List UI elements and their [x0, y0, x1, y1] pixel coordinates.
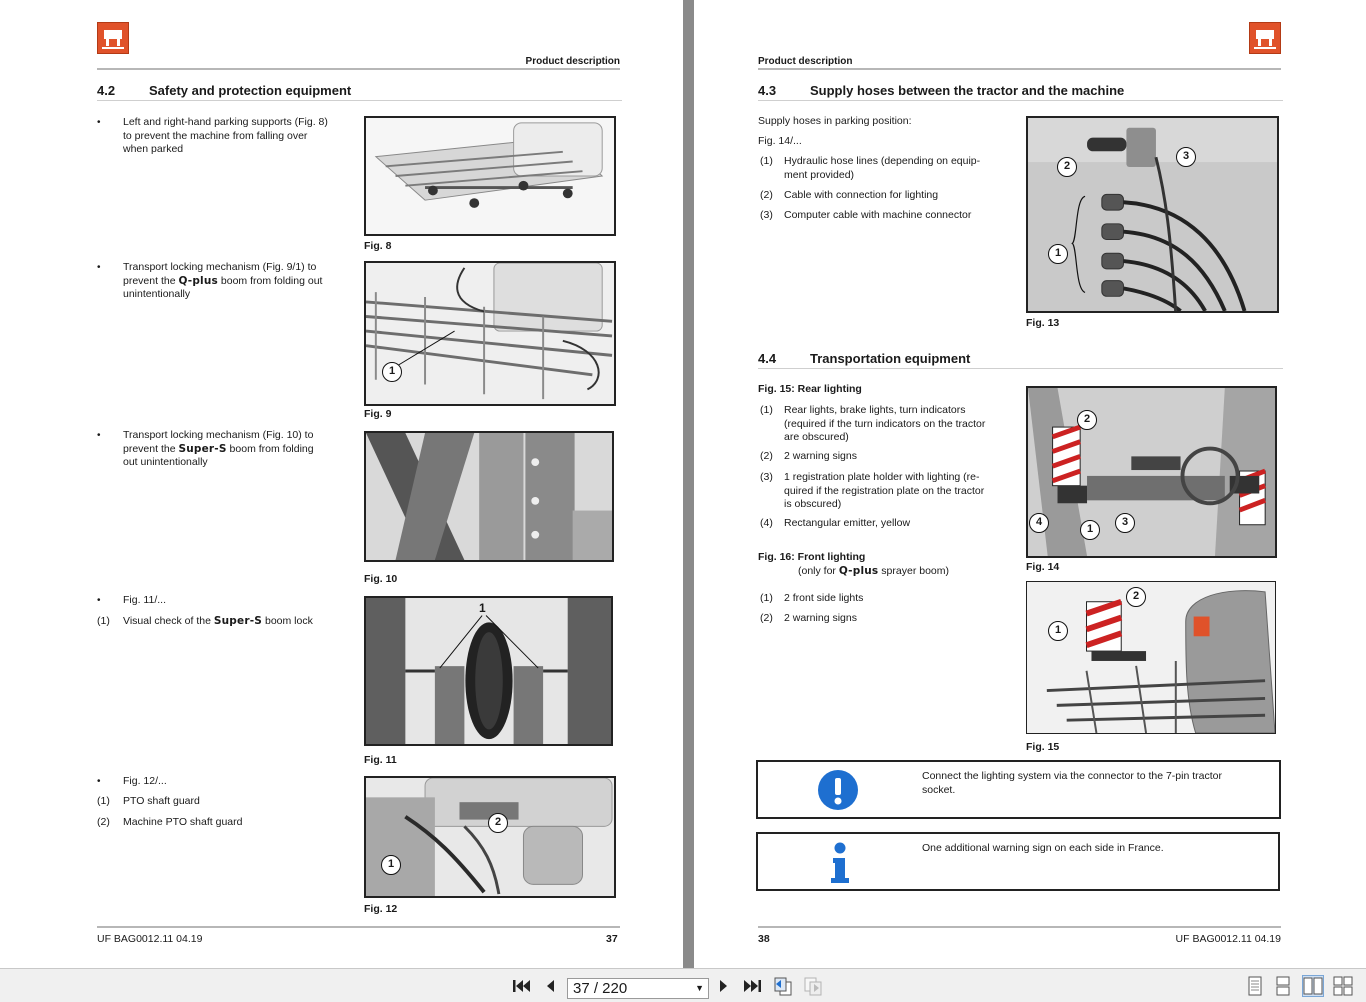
- footer-doc-id: UF BAG0012.11 04.19: [97, 933, 203, 945]
- item-text: [123, 615, 313, 629]
- callout-2: 2: [488, 813, 508, 833]
- text-line: is obscured): [784, 498, 842, 510]
- exclamation-icon: [818, 770, 858, 810]
- figure-15-image: [1026, 581, 1276, 734]
- chevron-down-icon[interactable]: ▼: [695, 983, 704, 993]
- text-line: are obscured): [784, 431, 849, 443]
- page-number: 37: [606, 933, 618, 945]
- bullet: •: [97, 117, 101, 128]
- item-text: [123, 116, 358, 157]
- item-text: [123, 429, 358, 470]
- callout-1-label: 1: [479, 601, 486, 615]
- supply-fig-ref: Fig. 14/...: [758, 135, 802, 147]
- list-text: 2 warning signs: [784, 612, 857, 624]
- header-rule: [758, 68, 1281, 70]
- amazone-logo: [1249, 22, 1281, 54]
- text-line: [123, 275, 358, 289]
- next-page-button[interactable]: [713, 975, 735, 997]
- section-rule: [758, 100, 1283, 101]
- text-span: prevent the: [123, 442, 179, 455]
- figure-caption: Fig. 12: [364, 903, 398, 915]
- supply-intro: Supply hoses in parking position:: [758, 115, 912, 127]
- brand-qplus: Q-plus: [838, 565, 879, 577]
- section-title: Transportation equipment: [810, 351, 971, 366]
- figure-10-image: [364, 431, 614, 562]
- figure-14-image: [1026, 386, 1277, 558]
- callout-3: 3: [1176, 147, 1196, 167]
- page-number-input[interactable]: [567, 978, 709, 999]
- list-number: (3): [760, 209, 773, 221]
- running-header: Product description: [758, 56, 853, 67]
- text-span: (only for: [798, 565, 839, 577]
- text-span: sprayer boom): [878, 565, 949, 577]
- text-line: (required if the turn indicators on the tractor: [784, 417, 986, 430]
- callout-2: 2: [1057, 157, 1077, 177]
- figure-11-image: [364, 596, 613, 746]
- amazone-logo: [97, 22, 129, 54]
- running-header: Product description: [525, 56, 620, 67]
- important-note-box: [756, 760, 1281, 819]
- figure-caption: Fig. 11: [364, 754, 397, 766]
- section-title: Safety and protection equipment: [149, 83, 352, 98]
- list-text: [784, 471, 1024, 512]
- figure-13-image: [1026, 116, 1279, 313]
- bullet: •: [97, 430, 101, 441]
- list-number: (1): [97, 795, 110, 807]
- callout-2: 2: [1126, 587, 1146, 607]
- item-text: Machine PTO shaft guard: [123, 816, 243, 828]
- text-line: Hydraulic hose lines (depending on equip-: [784, 155, 981, 167]
- item-text: [123, 261, 358, 302]
- text-line: when parked: [123, 143, 184, 155]
- list-number: (2): [760, 612, 773, 624]
- figure-caption: Fig. 8: [364, 240, 392, 252]
- text-line: ment provided): [784, 168, 855, 181]
- text-line: Left and right-hand parking supports (Fig. 8): [123, 116, 328, 128]
- text-line: socket.: [922, 783, 956, 796]
- document-page-right: [694, 0, 1366, 968]
- note-text: One additional warning sign on each side in France.: [922, 842, 1164, 854]
- info-note-box: [756, 832, 1280, 891]
- item-text: Fig. 12/...: [123, 775, 167, 787]
- list-number: (1): [760, 404, 773, 416]
- callout-2: 2: [1077, 410, 1097, 430]
- list-number: (1): [760, 155, 773, 167]
- text-line: [123, 443, 358, 457]
- callout-3: 3: [1115, 513, 1135, 533]
- facing-view-icon[interactable]: [1302, 975, 1324, 997]
- next-view-icon[interactable]: [802, 975, 824, 997]
- callout-1: 1: [1048, 244, 1068, 264]
- figure-9-image: [364, 261, 616, 406]
- list-number: (2): [97, 816, 110, 828]
- section-rule: [97, 100, 622, 101]
- list-text: Cable with connection for lighting: [784, 189, 939, 201]
- text-line: Transport locking mechanism (Fig. 10) to: [123, 429, 314, 441]
- callout-1: 1: [1048, 621, 1068, 641]
- list-number: (1): [760, 592, 773, 604]
- text-line: Connect the lighting system via the connector to the 7-pin tractor: [922, 770, 1222, 782]
- text-line: quired if the registration plate on the tractor: [784, 484, 985, 497]
- footer-rule: [758, 926, 1281, 928]
- list-text: [784, 155, 1014, 182]
- figure-caption: Fig. 13: [1026, 317, 1060, 329]
- info-icon: [826, 842, 854, 884]
- page-number: 38: [758, 933, 770, 945]
- previous-page-button[interactable]: [539, 975, 561, 997]
- text-line: unintentionally: [123, 288, 191, 300]
- text-line: out unintentionally: [123, 456, 208, 468]
- continuous-view-icon[interactable]: [1272, 975, 1294, 997]
- callout-1: 1: [382, 362, 402, 382]
- figure-12-image: [364, 776, 616, 898]
- front-lighting-subtitle: [798, 565, 949, 579]
- callout-1: 1: [381, 855, 401, 875]
- previous-view-icon[interactable]: [772, 975, 794, 997]
- section-rule: [758, 368, 1283, 369]
- continuous-facing-view-icon[interactable]: [1332, 975, 1354, 997]
- bullet: •: [97, 262, 101, 273]
- figure-caption: Fig. 9: [364, 408, 392, 420]
- section-number: 4.3: [758, 83, 777, 98]
- list-number: (3): [760, 471, 773, 483]
- text-span: Visual check of the: [123, 615, 214, 627]
- page-number-value: 37 / 220: [573, 980, 628, 997]
- single-page-view-icon[interactable]: [1244, 975, 1266, 997]
- brand-supers: Super-S: [178, 442, 227, 455]
- bullet: •: [97, 776, 101, 787]
- last-page-button[interactable]: [742, 975, 764, 997]
- text-span: boom from folding: [226, 442, 314, 455]
- list-number: (2): [760, 450, 773, 462]
- list-number: (4): [760, 517, 773, 529]
- brand-qplus: Q-plus: [178, 274, 218, 287]
- figure-8-image: [364, 116, 616, 236]
- section-number: 4.4: [758, 351, 777, 366]
- section-number: 4.2: [97, 83, 116, 98]
- list-text: Rectangular emitter, yellow: [784, 517, 911, 529]
- list-text: 2 front side lights: [784, 592, 864, 604]
- first-page-button[interactable]: [510, 975, 532, 997]
- list-text: 2 warning signs: [784, 450, 857, 462]
- item-text: PTO shaft guard: [123, 795, 200, 807]
- front-lighting-title: Fig. 16: Front lighting: [758, 551, 866, 563]
- list-number: (1): [97, 615, 110, 627]
- callout-1: 1: [1080, 520, 1100, 540]
- note-text: [922, 770, 1272, 797]
- callout-4: 4: [1029, 513, 1049, 533]
- list-number: (2): [760, 189, 773, 201]
- brand-supers: Super-S: [213, 615, 263, 627]
- footer-doc-id: UF BAG0012.11 04.19: [1175, 933, 1281, 945]
- header-rule: [97, 68, 620, 70]
- figure-caption: Fig. 14: [1026, 561, 1060, 573]
- document-page-left: [0, 0, 683, 968]
- text-span: boom from folding out: [217, 274, 323, 287]
- rear-lighting-title: Fig. 15: Rear lighting: [758, 383, 862, 395]
- text-line: Transport locking mechanism (Fig. 9/1) to: [123, 261, 317, 273]
- list-text: Computer cable with machine connector: [784, 209, 972, 221]
- text-span: prevent the: [123, 274, 179, 287]
- figure-caption: Fig. 15: [1026, 741, 1060, 753]
- text-line: Rear lights, brake lights, turn indicators: [784, 404, 966, 416]
- section-title: Supply hoses between the tractor and the machine: [810, 83, 1125, 98]
- text-line: to prevent the machine from falling over: [123, 129, 308, 142]
- text-line: 1 registration plate holder with lighting (re-: [784, 471, 980, 483]
- bullet: •: [97, 595, 101, 606]
- text-span: boom lock: [262, 615, 313, 627]
- figure-caption: Fig. 10: [364, 573, 398, 585]
- item-text: Fig. 11/...: [123, 594, 166, 606]
- list-text: [784, 404, 1024, 445]
- footer-rule: [97, 926, 620, 928]
